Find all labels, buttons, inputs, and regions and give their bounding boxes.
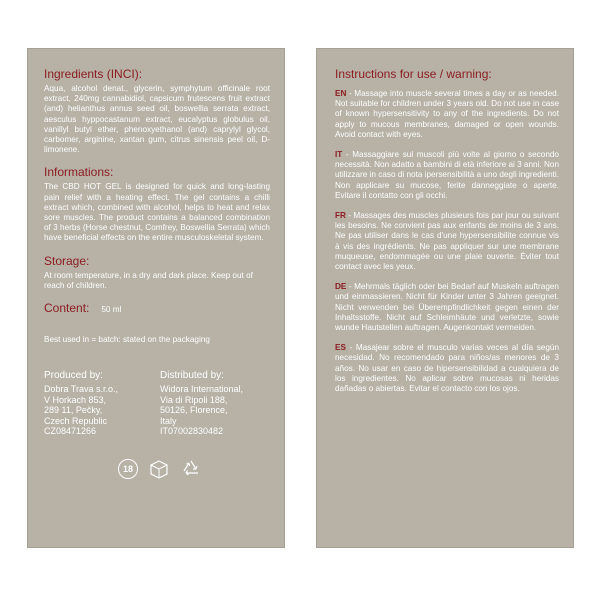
lang-text-it: - Massaggiare sul muscoli più volte al giorno o secondo necessità. Non adatto a bambini di età inferiore ai 3 anni. Non utilizzare in caso di nota ipersensibilità a uno degli ingredienti. Non applicare su mucose, ferite danneggiate o aperte. Evitare il contatto con gli occhi. [335, 150, 559, 200]
storage-text: At room temperature, in a dry and dark place. Keep out of reach of children. [44, 270, 253, 290]
content-heading: Content: [44, 301, 90, 316]
recycle-icon [180, 459, 202, 479]
storage-heading: Storage: [44, 253, 90, 268]
ingredients-heading: Ingredients (INCI): [44, 67, 143, 81]
produced-line: Czech Republic [44, 415, 108, 426]
distributed-line: Via di Ripoli 188, [160, 394, 228, 405]
content-row [44, 301, 270, 315]
produced-line: CZ08471266 [44, 426, 97, 437]
informations-section [44, 165, 270, 243]
symbol-icons [44, 459, 270, 479]
ingredients-text: Aqua, alcohol denat., glycerin, symphytum officinale root extract, 240mg cannabidiol, capsicum frutescens fruit extract (and) helianthus annus seed oil, boswellia serrata extract, aesculus hyppocastanum extract, eucalyptus globulus oil, vanillyl butyl ether, phenoxyethanol (and) caprylyl glycol, carbomer, arginine, xantan gum, citrus sinensis peel oil, D-limonene. [44, 84, 270, 155]
lang-text-de: - Mehrmals täglich oder bei Bedarf auf Muskeln auftragen und einmassieren. Nicht für Kinder unter 3 Jahren geeignet. Nicht verwenden bei Überempfindlichkeit gegen einen der Inhaltsstoffe. Nicht auf Schleimhäute und verletzte, sowie wunde Hautstellen auftragen. Augenkontakt vermeiden. [335, 282, 559, 333]
lang-en [335, 89, 559, 140]
storage-section [44, 254, 270, 291]
lang-code-fr: FR [335, 211, 346, 221]
produced-by-lines [44, 384, 154, 437]
distributed-by-lines [160, 384, 270, 437]
content-value: 50 ml [101, 305, 122, 315]
company-columns [44, 370, 270, 437]
instructions-panel [316, 48, 574, 548]
lang-es [335, 343, 559, 394]
informations-text: The CBD HOT GEL is designed for quick and long-lasting pain relief with a heating effect. The gel contains a chilli extract which, combined with alcohol, helps to heat and relax sore muscles. The product contains a balanced combination of 3 herbs (Horse chestnut, Comfrey, Boswellia Serrata) which have beneficial effects on the entire musculoskeletal system. [44, 182, 270, 243]
lang-fr [335, 211, 559, 272]
distributed-by-label: Distributed by: [160, 370, 224, 382]
lang-code-es: ES [335, 343, 346, 353]
lang-code-it: IT [335, 150, 343, 160]
ingredients-panel [27, 48, 285, 548]
lang-it [335, 150, 559, 201]
distributed-line: Widora International, [160, 384, 244, 395]
lang-code-en: EN [335, 89, 347, 98]
ingredients-section [44, 67, 270, 155]
lang-de [335, 282, 559, 333]
lang-code-de: DE [335, 282, 347, 292]
box-icon [148, 459, 170, 479]
age-18-icon: 18 [118, 459, 138, 479]
produced-line: 289 11, Pečky, [44, 405, 103, 416]
lang-text-es: - Masajear sobre el musculo varias veces al día según necesidad. No recomendado para niños/as menores de 3 años. No usar en caso de hipersensibilidad a cualquiera de los ingredientes. No aplicar sobre mucosas ni heridas dañadas o abiertas. Evitar el contacto con los ojos. [335, 343, 559, 394]
lang-text-en: - Massage into muscle several times a day or as needed. Not suitable for children under 3 years old. Do not use in case of known hypersensitivity to any of the ingredients. Do not apply to mucous membranes, damaged or open wounds. Avoid contact with eyes. [335, 89, 559, 139]
produced-by [44, 370, 154, 437]
distributed-line: 50126, Florence, [160, 405, 228, 416]
distributed-by [160, 370, 270, 437]
produced-line: V Horkach 853, [44, 394, 107, 405]
distributed-line: IT07002830482 [160, 426, 224, 437]
distributed-line: Italy [160, 415, 177, 426]
lang-text-fr: - Massages des muscles plusieurs fois par jour ou suivant les besoins. Ne convient pas aux enfants de moins de 3 ans. Ne pas utiliser dans le cas d'une hypersensibilite connue vis à vis des ingrédients. Ne pas appliquer sur une membrane muqueuse, endommagée ou une plaie ouverte. Éviter tout contact avec les yeux. [335, 211, 559, 272]
instructions-heading: Instructions for use / warning: [335, 67, 492, 81]
produced-by-label: Produced by: [44, 370, 103, 382]
produced-line: Dobra Trava s.r.o., [44, 384, 119, 395]
best-used-text: Best used in = batch: stated on the packaging [44, 335, 210, 345]
informations-heading: Informations: [44, 165, 114, 180]
